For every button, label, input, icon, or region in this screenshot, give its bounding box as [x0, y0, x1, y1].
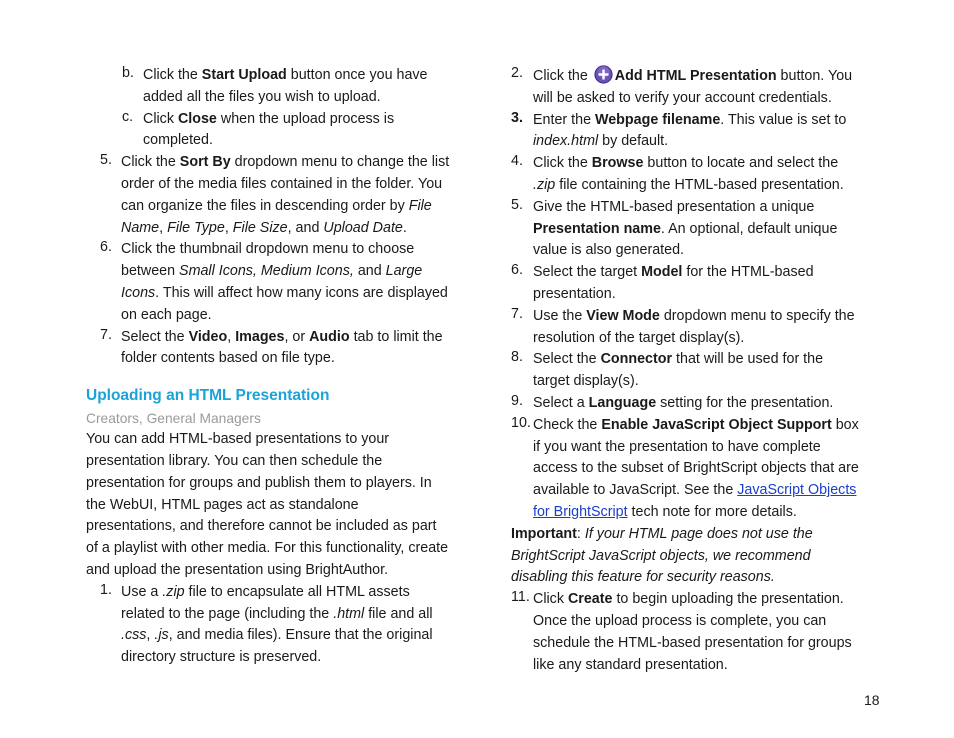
section-roles: Creators, General Managers — [86, 411, 261, 427]
text-line: access to the subset of BrightScript objects that are — [533, 460, 859, 477]
list-item-1 — [86, 582, 458, 669]
page-number: 18 — [864, 692, 880, 708]
text-line: presentation for groups and publish them to players. In — [86, 474, 432, 491]
text: file and all — [364, 605, 433, 622]
text: when the upload process is — [216, 110, 395, 127]
list-marker: 5. — [100, 152, 112, 169]
option-name: File Size — [232, 219, 288, 236]
ui-term: Add HTML Presentation — [614, 68, 777, 84]
list-item-8 — [511, 349, 867, 393]
list-marker: b. — [122, 65, 134, 81]
list-item-3 — [511, 110, 867, 154]
text-line: order of the media files contained in the folder. You — [121, 175, 443, 192]
right-column — [511, 65, 867, 676]
text-line: presentation. — [533, 285, 616, 302]
list-marker: 2. — [511, 65, 523, 81]
text: Select the target — [533, 264, 642, 281]
list-item-10 — [511, 415, 867, 524]
text-line: on each page. — [121, 306, 212, 323]
list-marker: 5. — [511, 196, 523, 213]
list-marker: 10. — [511, 414, 531, 431]
text: to begin uploading the presentation. — [612, 591, 844, 608]
text-line: resolution of the target display(s). — [533, 329, 745, 346]
list-item-4 — [511, 153, 867, 197]
option-name: File — [408, 197, 432, 214]
text: can organize the files in descending order by — [121, 197, 409, 214]
ui-term: Video — [188, 328, 228, 345]
text: Select the — [121, 328, 189, 345]
text-line: directory structure is preserved. — [121, 649, 322, 666]
text: button. You — [776, 68, 853, 84]
text: between — [121, 263, 180, 280]
text-line: presentations, and therefore cannot be included as part — [86, 518, 437, 535]
intro-paragraph — [86, 429, 458, 582]
text: Enter the — [533, 111, 595, 128]
list-marker: 11. — [511, 589, 530, 606]
option-name: Name — [121, 219, 160, 236]
text-line: the WebUI, HTML pages act as standalone — [86, 496, 359, 513]
text: Click the — [533, 155, 592, 172]
ui-term: Model — [641, 264, 683, 281]
option-name: Large — [385, 263, 423, 280]
list-marker: c. — [122, 108, 134, 125]
text-line: folder contents based on file type. — [121, 350, 335, 367]
text-line: and upload the presentation using BrightAuthor. — [86, 561, 389, 578]
text-line: presentation library. You can then schedule the — [86, 452, 383, 469]
left-column — [86, 65, 458, 669]
text: Check the — [533, 416, 602, 433]
text-line: value is also generated. — [533, 242, 685, 259]
ui-term: View Mode — [586, 307, 660, 324]
ui-term: Sort By — [179, 154, 231, 171]
text: : — [576, 525, 585, 542]
file-name: index.html — [533, 133, 599, 150]
ui-term: Images — [235, 328, 285, 345]
text: , — [159, 219, 168, 236]
ui-term: Language — [588, 394, 657, 411]
text: . An optional, default unique — [660, 220, 838, 237]
ui-term: Create — [567, 591, 613, 608]
text: button to locate and select the — [643, 155, 839, 172]
text: box — [831, 416, 859, 433]
list-marker: 4. — [511, 153, 523, 170]
javascript-objects-link[interactable]: JavaScript Objects — [737, 482, 857, 499]
ui-term: Close — [177, 110, 217, 127]
text: , and — [287, 219, 324, 236]
text: and — [353, 263, 386, 280]
text: , — [227, 328, 236, 345]
list-item-6-right — [511, 262, 867, 306]
ui-term: Presentation name — [533, 220, 661, 237]
text: available to JavaScript. See the — [533, 482, 738, 499]
text-line: Once the upload process is complete, you can — [533, 612, 827, 629]
list-item-c — [86, 109, 458, 153]
ui-term: Browse — [591, 155, 644, 172]
list-item-11 — [511, 589, 867, 676]
text-line: completed. — [143, 132, 213, 149]
text-line: added all the files you wish to upload. — [143, 88, 381, 105]
text: Click the — [121, 154, 180, 171]
file-ext: .css — [121, 627, 147, 644]
option-name: File Type — [167, 219, 225, 236]
text: dropdown menu to change the list — [230, 154, 450, 171]
list-marker: 6. — [511, 262, 523, 279]
list-marker: 9. — [511, 392, 523, 409]
text: Select the — [533, 351, 601, 368]
text: file containing the HTML-based presentation. — [555, 176, 844, 193]
text-line: Click the thumbnail dropdown menu to choose — [121, 241, 415, 258]
note-label: Important — [511, 525, 577, 542]
list-item-7-right — [511, 306, 867, 350]
text: , — [146, 627, 155, 644]
text-line: target display(s). — [533, 373, 639, 390]
file-ext: .js — [154, 627, 169, 644]
ui-term: Webpage filename — [595, 111, 721, 128]
text: Click — [533, 591, 568, 608]
ui-term: Audio — [309, 328, 350, 345]
file-ext: .html — [333, 605, 365, 622]
text: , and media files). Ensure that the original — [168, 627, 433, 644]
text: Click — [143, 110, 178, 127]
ui-term: Start Upload — [201, 67, 287, 83]
text: that will be used for the — [672, 351, 824, 368]
file-ext: .zip — [533, 176, 556, 193]
list-item-b — [86, 65, 458, 109]
text: Click the — [533, 68, 592, 84]
list-marker: 7. — [511, 305, 523, 322]
list-marker: 6. — [100, 239, 112, 256]
text: dropdown menu to specify the — [659, 307, 855, 324]
text: . This value is set to — [720, 111, 847, 128]
note-text: BrightScript JavaScript objects, we recommend — [511, 547, 811, 564]
option-name: Icons — [121, 284, 156, 301]
list-item-7 — [86, 327, 458, 371]
note-text: disabling this feature for security reasons. — [511, 569, 775, 586]
text-line: will be asked to verify your account credentials. — [533, 89, 832, 106]
list-item-6 — [86, 239, 458, 326]
text: , — [224, 219, 233, 236]
text: Click the — [143, 67, 202, 83]
file-ext: .zip — [162, 583, 185, 600]
list-marker: 7. — [100, 326, 112, 343]
text: related to the page (including the — [121, 605, 334, 622]
text: . This will affect how many icons are displayed — [155, 284, 448, 301]
option-name: Small Icons, Medium Icons, — [179, 263, 354, 280]
text: setting for the presentation. — [656, 394, 834, 411]
javascript-objects-link-cont[interactable]: for BrightScript — [533, 503, 628, 520]
text-line: Give the HTML-based presentation a unique — [533, 198, 815, 215]
section-heading: Uploading an HTML Presentation — [86, 387, 330, 405]
text: button once you have — [286, 67, 428, 83]
text: , or — [284, 328, 310, 345]
note-text: If your HTML page does not use the — [584, 525, 813, 542]
text-line: if you want the presentation to have complete — [533, 438, 821, 455]
text: Select a — [533, 394, 589, 411]
list-item-9 — [511, 393, 867, 415]
ui-term: Enable JavaScript Object Support — [601, 416, 832, 433]
list-marker: 3. — [511, 109, 523, 126]
text: by default. — [598, 133, 669, 150]
text: file to encapsulate all HTML assets — [184, 583, 410, 600]
text: . — [402, 219, 407, 236]
important-note — [511, 524, 867, 589]
text: Use a — [121, 583, 163, 600]
text: for the HTML-based — [682, 264, 814, 281]
list-item-5 — [86, 152, 458, 239]
text-line: You can add HTML-based presentations to your — [86, 431, 390, 448]
text: tech note for more details. — [627, 503, 797, 520]
list-marker: 1. — [100, 581, 112, 598]
text-line: of a playlist with other media. For this functionality, create — [86, 540, 449, 557]
ui-term: Connector — [600, 351, 673, 368]
option-name: Upload Date — [323, 219, 403, 236]
add-presentation-icon — [594, 65, 613, 84]
text-line: schedule the HTML-based presentation for groups — [533, 634, 852, 651]
text: tab to limit the — [349, 328, 443, 345]
text: Use the — [533, 307, 587, 324]
list-item-2 — [511, 65, 867, 110]
list-marker: 8. — [511, 349, 523, 366]
text-line: like any standard presentation. — [533, 656, 728, 673]
list-item-5-right — [511, 197, 867, 262]
